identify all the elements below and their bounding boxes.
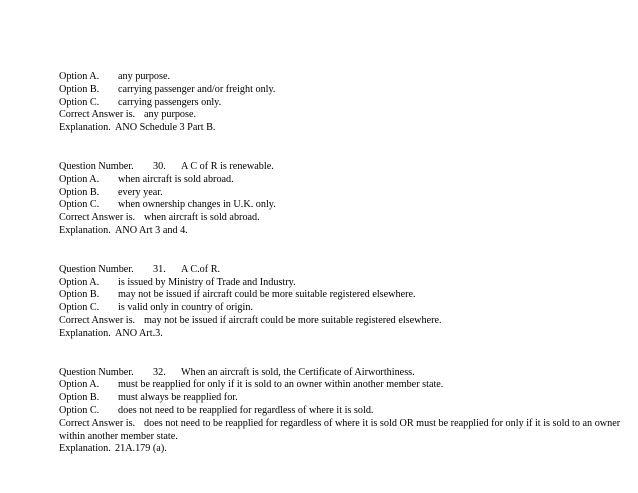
option-a-line bbox=[59, 277, 629, 290]
question-number: 30. bbox=[153, 160, 166, 172]
correct-answer-text: does not need to be reapplied for regardless of where it is sold OR must be reapplied for only if it is sold to an owner within another member state. bbox=[59, 417, 621, 442]
option-label: Option B. bbox=[59, 289, 100, 301]
option-c-line bbox=[59, 405, 629, 418]
option-text: does not need to be reapplied for regardless of where it is sold. bbox=[118, 404, 374, 416]
option-c-line bbox=[59, 302, 629, 315]
option-b-line bbox=[59, 187, 629, 200]
correct-answer-line bbox=[59, 315, 629, 328]
document-page bbox=[59, 71, 629, 456]
option-b-line bbox=[59, 392, 629, 405]
explanation-text: 21A.179 (a). bbox=[115, 443, 167, 455]
option-b-line bbox=[59, 289, 629, 302]
question-text: When an aircraft is sold, the Certificate of Airworthiness. bbox=[181, 366, 415, 378]
option-text: carrying passenger and/or freight only. bbox=[118, 83, 276, 95]
explanation-line bbox=[59, 225, 629, 238]
explanation-line bbox=[59, 328, 629, 341]
question-block bbox=[59, 264, 629, 341]
explanation-label: Explanation. bbox=[59, 327, 111, 339]
correct-answer-label: Correct Answer is. bbox=[59, 417, 136, 429]
option-text: when ownership changes in U.K. only. bbox=[118, 199, 276, 211]
option-label: Option A. bbox=[59, 173, 100, 185]
explanation-text: ANO Schedule 3 Part B. bbox=[115, 122, 216, 134]
option-text: when aircraft is sold abroad. bbox=[118, 173, 234, 185]
question-text: A C.of R. bbox=[181, 263, 221, 275]
option-label: Option C. bbox=[59, 96, 100, 108]
option-b-line bbox=[59, 84, 629, 97]
question-number: 31. bbox=[153, 263, 166, 275]
block-spacer bbox=[59, 341, 629, 367]
explanation-line bbox=[59, 443, 629, 456]
option-text: any purpose. bbox=[118, 71, 171, 82]
option-label: Option A. bbox=[59, 379, 100, 391]
option-text: must always be reapplied for. bbox=[118, 392, 238, 404]
option-a-line bbox=[59, 174, 629, 187]
option-label: Option C. bbox=[59, 199, 100, 211]
correct-answer-label: Correct Answer is. bbox=[59, 314, 136, 326]
question-block bbox=[59, 71, 629, 135]
question-line bbox=[59, 367, 629, 380]
correct-answer-text: may not be issued if aircraft could be more suitable registered elsewhere. bbox=[144, 314, 442, 326]
correct-answer-line bbox=[59, 212, 629, 225]
option-label: Option A. bbox=[59, 71, 100, 82]
correct-answer-line bbox=[59, 109, 629, 122]
option-text: may not be issued if aircraft could be more suitable registered elsewhere. bbox=[118, 289, 416, 301]
explanation-label: Explanation. bbox=[59, 224, 111, 236]
question-label: Question Number. bbox=[59, 160, 134, 172]
block-spacer bbox=[59, 238, 629, 264]
correct-answer-line bbox=[59, 418, 629, 444]
question-line bbox=[59, 264, 629, 277]
explanation-text: ANO Art.3. bbox=[115, 327, 163, 339]
explanation-text: ANO Art 3 and 4. bbox=[115, 224, 188, 236]
question-number: 32. bbox=[153, 366, 166, 378]
option-label: Option B. bbox=[59, 186, 100, 198]
question-label: Question Number. bbox=[59, 366, 134, 378]
option-text: is valid only in country of origin. bbox=[118, 302, 253, 314]
correct-answer-label: Correct Answer is. bbox=[59, 109, 136, 121]
option-text: carrying passengers only. bbox=[118, 96, 222, 108]
option-label: Option C. bbox=[59, 404, 100, 416]
correct-answer-label: Correct Answer is. bbox=[59, 212, 136, 224]
question-line bbox=[59, 161, 629, 174]
correct-answer-text: when aircraft is sold abroad. bbox=[144, 212, 260, 224]
explanation-line bbox=[59, 122, 629, 135]
explanation-label: Explanation. bbox=[59, 122, 111, 134]
question-block bbox=[59, 367, 629, 457]
option-text: every year. bbox=[118, 186, 163, 198]
option-a-line bbox=[59, 379, 629, 392]
block-spacer bbox=[59, 135, 629, 161]
option-label: Option C. bbox=[59, 302, 100, 314]
question-text: A C of R is renewable. bbox=[181, 160, 274, 172]
option-text: must be reapplied for only if it is sold to an owner within another member state. bbox=[118, 379, 444, 391]
option-c-line bbox=[59, 199, 629, 212]
question-block bbox=[59, 161, 629, 238]
option-label: Option A. bbox=[59, 276, 100, 288]
option-label: Option B. bbox=[59, 83, 100, 95]
option-label: Option B. bbox=[59, 392, 100, 404]
explanation-label: Explanation. bbox=[59, 443, 111, 455]
question-label: Question Number. bbox=[59, 263, 134, 275]
correct-answer-text: any purpose. bbox=[144, 109, 197, 121]
option-a-line bbox=[59, 71, 629, 84]
option-text: is issued by Ministry of Trade and Industry. bbox=[118, 276, 296, 288]
option-c-line bbox=[59, 97, 629, 110]
